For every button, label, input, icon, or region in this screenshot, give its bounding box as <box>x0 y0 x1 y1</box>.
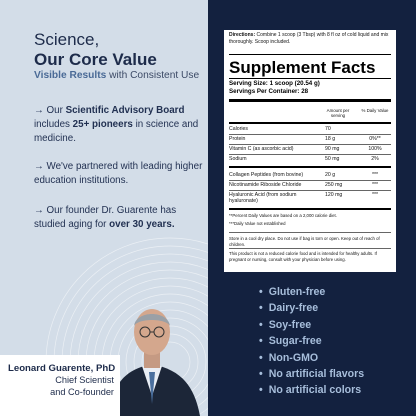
amount-column-header: Amount per serving <box>326 108 350 118</box>
subtitle-rest: with Consistent Use <box>106 70 200 81</box>
title-line-2: Our Core Value <box>34 50 157 69</box>
footnote-daily-value: **Percent Daily Values are based on a 2,000 calorie diet. <box>229 213 337 218</box>
divider <box>229 190 391 191</box>
subtitle-highlight: Visible Results <box>34 70 107 81</box>
footnote-not-established: ***Daily Value not established <box>229 221 286 226</box>
divider <box>229 122 391 124</box>
benefit-item: • Gluten-free <box>259 284 364 300</box>
divider <box>229 78 391 79</box>
divider <box>229 144 391 145</box>
thick-divider <box>229 99 391 102</box>
advisory-board-text: → Our Scientific Advisory Board includes 25+ pioneers in science and medicine. <box>34 105 199 144</box>
benefit-item: • Soy-free <box>259 317 364 333</box>
section-title <box>34 30 157 70</box>
benefit-item: • Sugar-free <box>259 333 364 349</box>
directions-text: Directions: Combine 1 scoop (3 Tbsp) with 8 fl oz of cold liquid and mix thoroughly. Scoop included. <box>229 32 389 45</box>
founder-caption <box>0 355 120 416</box>
divider <box>229 248 391 249</box>
divider <box>229 232 391 233</box>
thick-divider <box>229 208 391 210</box>
servings-per-container: Servings Per Container: 28 <box>229 88 309 95</box>
benefit-item: • No artificial flavors <box>259 366 364 382</box>
founder-role-line-2: and Co-founder <box>50 387 114 397</box>
disclaimer-text: This product is not a reduced calorie food and is intended for healthy adults. If pregnant or nursing, consult with your physician before using. <box>229 251 377 262</box>
benefit-item: • Non-GMO <box>259 350 364 366</box>
benefit-item: • Dairy-free <box>259 300 364 316</box>
divider <box>229 154 391 155</box>
founder-name: Leonard Guarente, PhD <box>8 363 116 374</box>
divider <box>229 180 391 181</box>
founder-text: → Our founder Dr. Guarente has studied aging for over 30 years. <box>34 205 177 230</box>
title-line-1: Science, <box>34 30 100 49</box>
partnership-text: → We've partnered with leading higher education institutions. <box>34 161 203 186</box>
daily-value-column-header: % Daily Value <box>361 108 389 113</box>
section-subtitle <box>34 70 199 81</box>
benefits-list <box>259 284 364 399</box>
divider <box>229 134 391 135</box>
benefit-item: • No artificial colors <box>259 382 364 398</box>
serving-size: Serving Size: 1 scoop (20.54 g) <box>229 80 320 87</box>
storage-text: Store in a cool dry place. Do not use if bag is torn or open. Keep out of reach of children. <box>229 236 380 247</box>
divider <box>229 54 391 55</box>
founder-role-line-1: Chief Scientist <box>55 375 114 385</box>
thick-divider <box>229 166 391 168</box>
supplement-facts-title: Supplement Facts <box>229 58 376 77</box>
